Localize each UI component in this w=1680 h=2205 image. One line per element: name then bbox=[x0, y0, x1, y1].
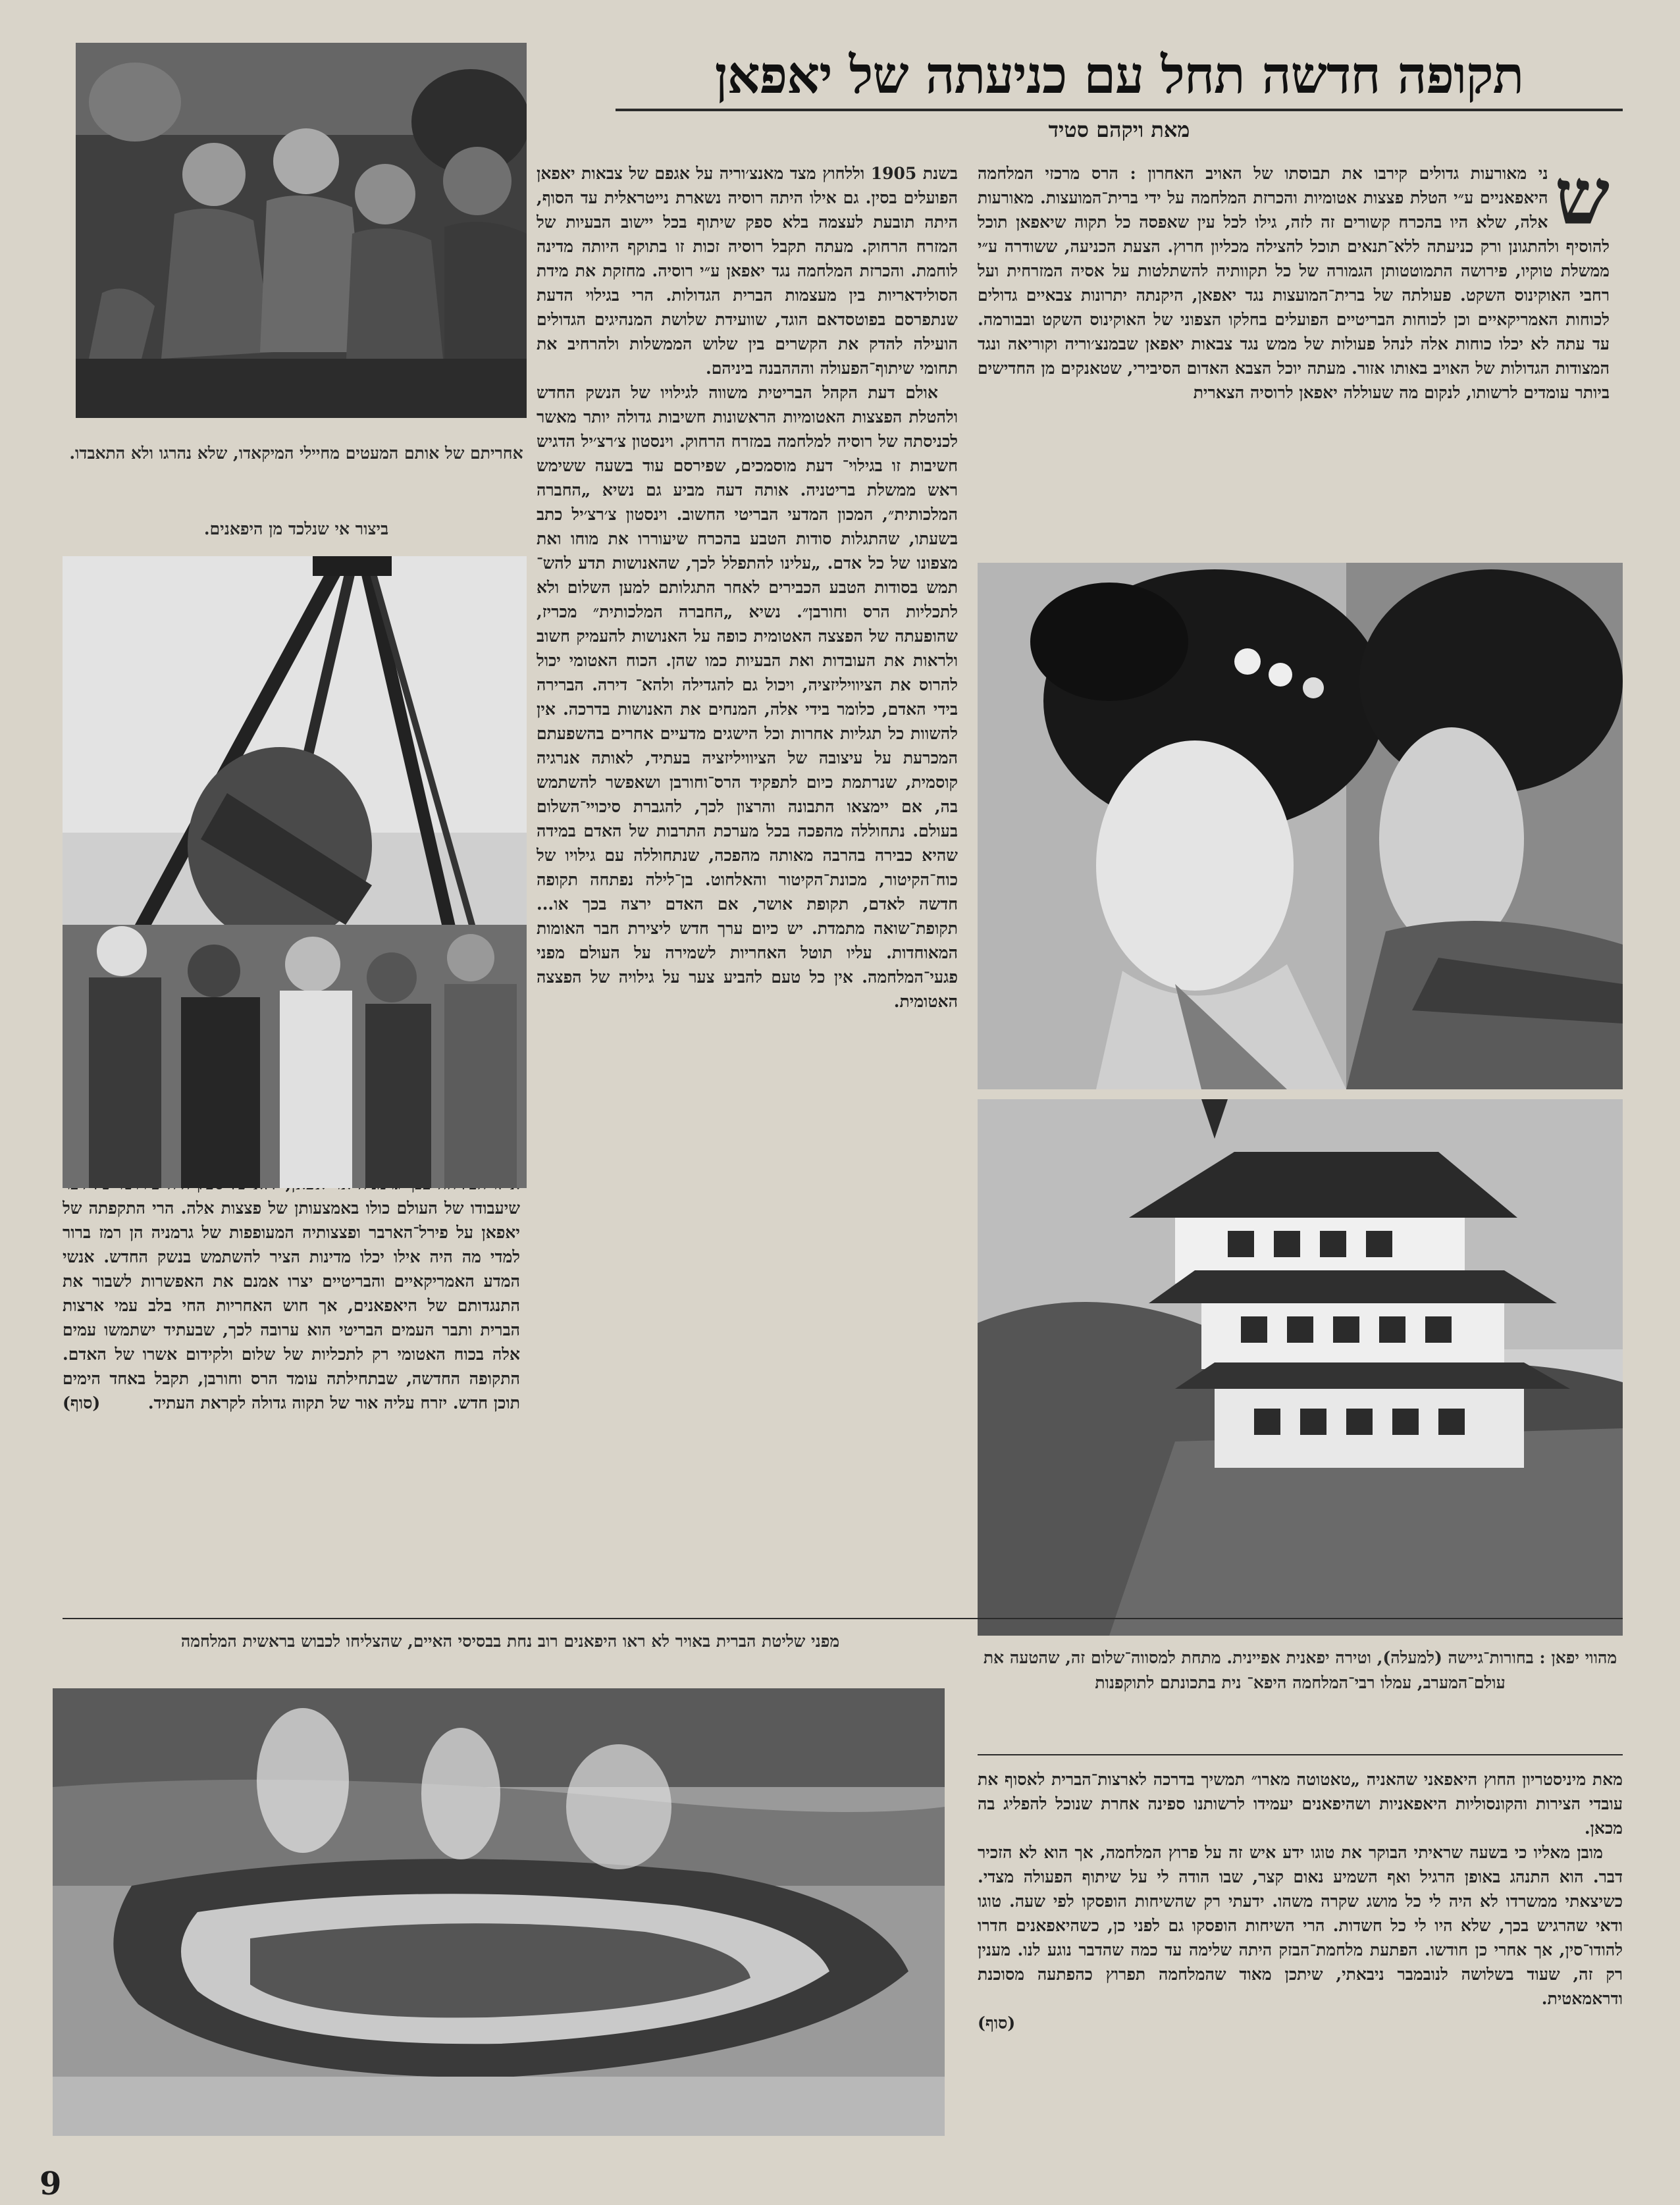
page-number: 9 bbox=[39, 2166, 62, 2202]
geisha-castle-caption: מהווי יפאן : בחורות־גיישה (למעלה), וטירה יפאנית אפיינית. מתחת למסווה־שלום זה, שהטעה את עולם־המערב, עמלו רבי־המלחמה היפא־ נית בתכונתם לתוקפנות bbox=[983, 1648, 1617, 1692]
crane-image bbox=[63, 556, 527, 1188]
article-byline: מאת ויקהם סטיד bbox=[1048, 117, 1190, 142]
intro-paragraph: ני מאורעות גדולים קירבו את תבוסתו של האויב האחרון : הרס מרכזי המלחמה היאפאניים ע״י הטלת פצצות אטומיות והכרזת המלחמה על ידי ברית־המועצות. מאורעות אלה, שלא היו בהכרח קשורים זה לזה, גילו לכל עין שאפסה כל תקוה שיאפאן תוכל להוסיף ולהתגונן ורק כניעתה ללא־תנאים תוכל להצילה מכליון חרוץ. הצעת הכניעה, ששודרה ע״י ממשלת טוקיו, פירושה התמוטטותן הגמורה של כל תקוותיה להשתלטות על אסיה המזרחית ועל רחבי האוקינוס השקט. פעולתה של ברית־המועצות נגד יאפאן, היקנתה יתרונות צבאיים גדולים לכוחות האמריקאיים וכן לכוחות הבריטיים הפועלים בחלקו הצפוני של האוקינוס השקט ובבורמה. עד עתה לא יכלו כוחות אלה לנהל פעולות של ממש נגד צבאות יאפאן שבמנצ׳וריה וקוריאה ונגד המצודות הגדולות של האויב באותו אזור. מעתה יוכל הצבא האדום הסיבירי, שטאנקים מן החדישים ביותר עומדים לרשותו, לנקום מה שעוללה יאפאן לרוסיה הצארית bbox=[978, 164, 1610, 402]
section-divider bbox=[63, 1618, 1623, 1619]
page-number-block bbox=[39, 2166, 92, 2202]
article-headline: תקופה חדשה תחל עם כניעתה של יאפאן bbox=[714, 45, 1524, 105]
island-image bbox=[53, 1688, 945, 2136]
bottom-divider bbox=[978, 1754, 1623, 1755]
castle-image bbox=[978, 1099, 1623, 1636]
bottom-paragraph-1: מאת מיניסטריון החוץ היאפאני שהאניה „טאטוטה מארו״ תמשיך בדרכה לארצות־הברית לאסוף את עובדי הצירות והקונסוליות היאפאניות ושהיפאנים יעמידו לרשותנו ספינה אחרת שנוכל להפליג בה מכאן. bbox=[978, 1770, 1623, 1838]
headline-block bbox=[616, 46, 1623, 112]
soldiers-caption: אחריתם של אותם המעטים מחיילי המיקאדו, שלא נהרגו ולא התאבדו. bbox=[69, 444, 523, 463]
crane-photo bbox=[63, 556, 527, 1188]
headline-rule bbox=[616, 109, 1623, 111]
paragraph-1905: בשנת 1905 וללחוץ מצד מאנצ׳וריה על אגפם של צבאות יאפאן הפועלים בסין. גם אילו היתה רוסיה נשארת נייטראלית עד הסוף, היתה תובעת לעצמה בלא ספק שיתוף בכל יישוב הבעיות של המזרח הרחוק. מעתה תקבל רוסיה זכות זו בתוקף היותה מדינה לוחמת. והכרזת המלחמה נגד יאפאן ע״י רוסיה. מחזקת את מידת הסולידאריות בין מעצמות הברית הגדולות. הרי בגילוי הדעת שנתפרסם בפוטסדאם הוגד, שוועידת שלושת המנהיגים הגדולים הועילה להדק את הקשרים בין שלוש הממשלות ולהרחיב את תחומי שיתוף־הפעולה והההבנה ביניהם. bbox=[537, 164, 958, 378]
article-column-left bbox=[63, 1172, 520, 1606]
drop-cap: ש bbox=[1554, 161, 1610, 242]
paragraph-public-opinion: אולם דעת הקהל הבריטית משווה לגילויו של הנשק החדש ולהטלת הפצצות האטומיות הראשונות חשיבות גדולה יותר מאשר לכניסתה של רוסיה למלחמה במזרח הרחוק. וינסטון צ׳רצ׳יל הדגיש חשיבות זו בגילוי־ דעת מוסמכים, שפירסם עוד בשעה ששימש ראש ממשלת בריטניה. אותה דעה מביע גם נשיא „החברה המלכותית״, המכון המדעי הבריטי החשוב. וינסטון צ׳רצ׳יל כתב בשעתו, שהתגלות סודות הטבע בהכרח שיעוררו את מוחו ואת מצפונו של כל אדם. „עלינו להתפלל לכך, שהאנושות תדע להש־ תמש בסודות הטבע הכבירים לאחר התגלותם למען השלום ולא לתכליות הרס וחורבן״. נשיא „החברה המלכותית״ מכריז, שהופעתה של הפצצה האטומית כופה על האנושות להעמיק חשוב ולראות את העובדות ואת הבעיות כמו שהן. הכוח האטומי יכול להרוס את הציוויליזציה, ויכול גם להגדילה ולהא־ דירה. הברירה בידי האדם, כלומר בידי אלה, המנחים את האנושות בדרכה. אין להשוות כל תגליות אחרות וכל הישגים מדעיים אחרים בהשפעתם המכרעת על עיצובה של הציוויליזציה בעתיד, לאותה אנרגיה קוסמית, שנרתמת כיום לתפקיד הרס־וחורבן ושאפשר להשתמש בה, אם יימצאו התבונה והרצון לכך, להגברת סיכויי־השלום בעולם. נתחוללה מהפכה בכל מערכת התרבות של האדם במידה שהיא כבירה בהרבה מאותה מהפכה, שנתחוללה עם גילויו של כוח־הקיטור, מכונת־הקיטור והאלחוט. בן־לילה נפתחה תקופה חדשה לאדם, תקופת אושר, אם האדם ירצה בכך או... תקופת־שואה מתמדת. יש כיום ערך חדש ליצירת חבר האומות המאוחדות. עליו תוטל האחריות לשמירה על העולם מפני פגעי־המלחמה. אין כל טעם להביע צער על גילויה של הפצצה האטומית. bbox=[537, 383, 958, 1011]
bottom-paragraph-2: מובן מאליו כי בשעה שראיתי הבוקר את טוגו ידע איש זה על פרוץ המלחמה, אך הוא לא הזכיר דבר. הוא התנהג באופן הרגיל ואף השמיע נאום קצר, שבו הודה לי על שיתוף הפעולה מצדי. כשיצאתי ממשרדו לא היה לי כל מושג שקרה משהו. ידעתי רק שהשיחות הופסקו לפי שעה. טוגו ודאי שהרגיש בכך, שלא היו לי כל חשדות. הרי השיחות הופסקו גם לפני כן, כשהיאפאנים חדרו להודו־סין, אך אחרי כן חודשו. הפתעת מלחמת־הבזק היתה שלימה עד כמה שהדבר נוגע לנו. מענין רק זה, שעוד בשלושה לנובמבר ניבאתי, שיתכן מאוד שהמלחמה תפרוץ כהפתעה מסוכנת ודראמאטית. bbox=[978, 1843, 1623, 2008]
byline-block bbox=[922, 117, 1317, 147]
article-end-mark: (סוף) bbox=[63, 1393, 101, 1413]
island-photo bbox=[53, 1688, 945, 2136]
intro-paragraph-block bbox=[978, 161, 1610, 530]
geisha-photo bbox=[978, 563, 1623, 1089]
paragraph-conclusion: שיעבודו של העולם כולו באמצעותן של פצצות אלה. הרי התקפתה של יאפאן על פירל־הארבר ופצצותיה המעופפות של גרמניה הן רמז ברור למדי מה היה אילו יכלו מדינות הציר להשתמש בנשק החדש. אנשי המדע האמריקאיים והבריטיים יצרו אמנם את האפשרות לשבור את התנגדותם של היאפאנים, אך חוש האחריות החי בלב עמי ארצות הברית ותבר העמים הבריטי הוא ערובה לכך, שבעתיד ישתמשו עמים אלה בכוח האטומי רק לתכליות של שלום ולקידום אשרו של האדם. התקופה החדשה, שבתחילתה עומד הרס וחורבן, תקבל באחד הימים תוכן חדש. יזרח עליה אור של תקוה גדולה לקראת העתיד. bbox=[63, 1199, 520, 1413]
bottom-end-mark: (סוף) bbox=[978, 2013, 1016, 2033]
bottom-article-block bbox=[978, 1767, 1623, 2136]
article-column-middle bbox=[537, 161, 958, 1606]
geisha-image bbox=[978, 563, 1623, 1089]
castle-photo bbox=[978, 1099, 1623, 1636]
soldiers-image bbox=[76, 43, 527, 418]
crane-caption: ביצור אי שנלכד מן היפאנים. bbox=[203, 519, 389, 538]
soldiers-photo bbox=[76, 43, 527, 418]
island-caption: מפני שליטת הברית באויר לא ראו היפאנים רוב נחת בבסיסי האיים, שהצליחו לכבוש בראשית המלחמה bbox=[180, 1632, 840, 1651]
